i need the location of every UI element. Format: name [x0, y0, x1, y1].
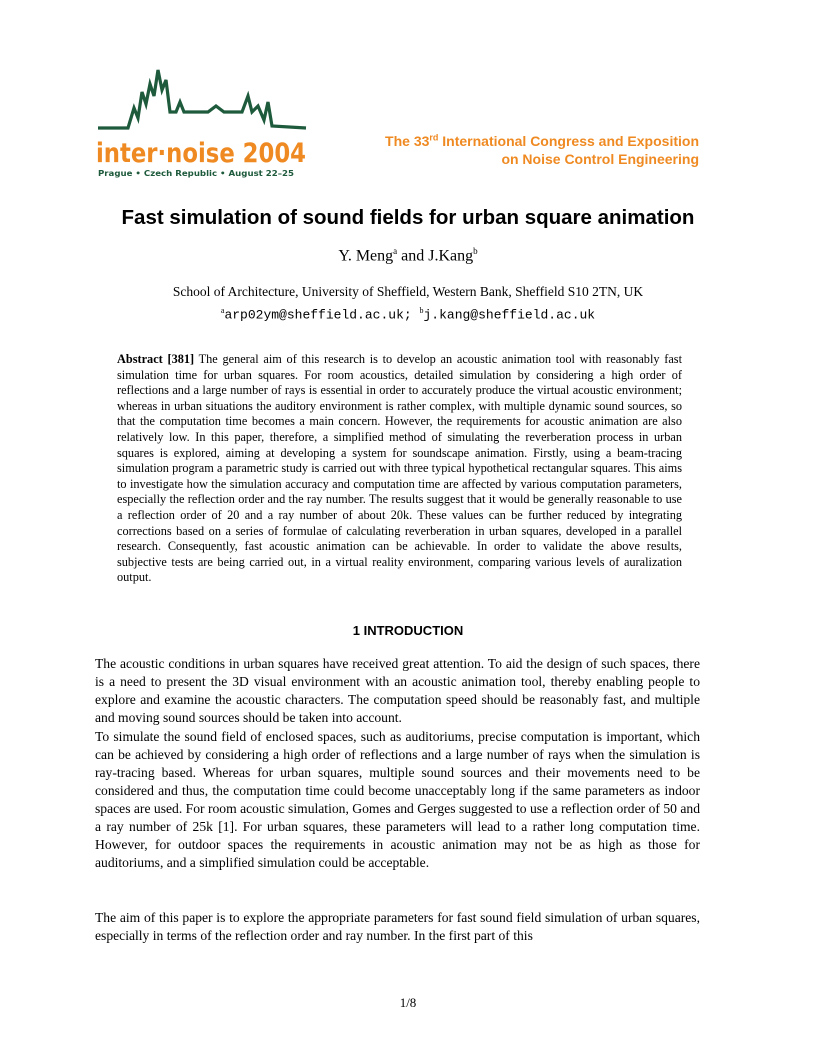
author-meng: Y. Meng: [338, 247, 394, 265]
logo-wordmark: inter·noise 2004: [96, 138, 306, 169]
page-number: 1/8: [399, 995, 417, 1010]
author-kang: J.Kang: [428, 247, 474, 265]
paper-title: Fast simulation of sound fields for urban square animation: [121, 206, 695, 229]
intro-paragraph: The aim of this paper is to explore the appropriate parameters for fast sound field simulation of urban squares, especially in terms of the reflection order and ray number. In the first part of this: [95, 910, 700, 943]
abstract-text: The general aim of this research is to develop an acoustic animation tool with reasonably fast simulation time for urban squares. For room acoustics, detailed simulation by considering a high order of reflections and a large number of rays is essential in order to accurately produce the virtual acoustic environment; whereas in urban situations the auditory environment is rather complex, with multiple dynamic sound sources, so that the computation time becomes a main concern. However, the requirements for acoustic animation are also relatively low. In this paper, therefore, a simplified method of simulating the reverberation process in urban squares is explored, aiming at developing a system for soundscape animation. Firstly, using a beam-tracing simulation program a parametric study is carried out with three typical hypothetical rectangular squares. This aims to investigate how the simulation accuracy and computation time are affected by various computation parameters, especially the reflection order and the ray number. The results suggest that it would be generally reasonable to use a reflection order of 20 and a ray number of about 20k. These values can be further reduced by integrating corrections based on a series of formulae of calculating reverberation in urban squares, developed in a parallel research. Consequently, fast acoustic animation can be achievable. In order to validate the above results, subjective tests are being carried out, in a virtual reality environment, comparing various levels of auralization output.: [117, 352, 682, 585]
affiliation: School of Architecture, University of Sheffield, Western Bank, Sheffield S10 2TN, UK: [172, 284, 644, 299]
email-meng: arp02ym@sheffield.ac.uk;: [224, 307, 412, 323]
abstract: [117, 352, 682, 586]
email-kang: j.kang@sheffield.ac.uk: [423, 307, 596, 323]
prague-skyline-logo-icon: [94, 68, 310, 180]
congress-line-1: The 33rd International Congress and Exposition: [385, 132, 699, 149]
internoise-2004-logo: [94, 68, 310, 180]
skyline-icon: [98, 70, 306, 128]
intro-paragraph: The acoustic conditions in urban squares have received great attention. To aid the design of such spaces, there is a need to present the 3D visual environment with an acoustic animation tool, thereby enabling people to explore and examine the acoustic characters. The computation speed should be reasonably fast, and multiple and moving sound sources should be taken into account.: [95, 656, 700, 725]
intro-paragraph: To simulate the sound field of enclosed spaces, such as auditoriums, precise computation is important, which can be achieved by considering a high order of reflections and a large number of rays when the simulation is ray-tracing based. Whereas for urban squares, multiple sound sources and their movements need to be considered and thus, the computation time could become unacceptably long if the same parameters as indoor spaces are used. For room acoustic simulation, Gomes and Gerges suggested to use a reflection order of 50 and a ray number of 25k [1]. For urban squares, these parameters will lead to a rather long computation time. However, for outdoor spaces the requirements in acoustic animation may not be as high as those for auditoriums, and a simplified simulation could be acceptable.: [95, 729, 700, 870]
logo-tagline: Prague • Czech Republic • August 22–25: [98, 168, 295, 178]
congress-line-2: on Noise Control Engineering: [501, 151, 699, 167]
congress-heading: [339, 132, 699, 168]
abstract-label: Abstract [381]: [117, 352, 195, 366]
authors: Y. Meng$^a$ and J.Kang$^b$: [338, 246, 478, 265]
author-emails: $^a$arp02ym@sheffield.ac.uk; $^b$j.kang@sheffield.ac.uk: [220, 306, 596, 323]
section-heading-introduction: 1 INTRODUCTION: [352, 623, 464, 638]
